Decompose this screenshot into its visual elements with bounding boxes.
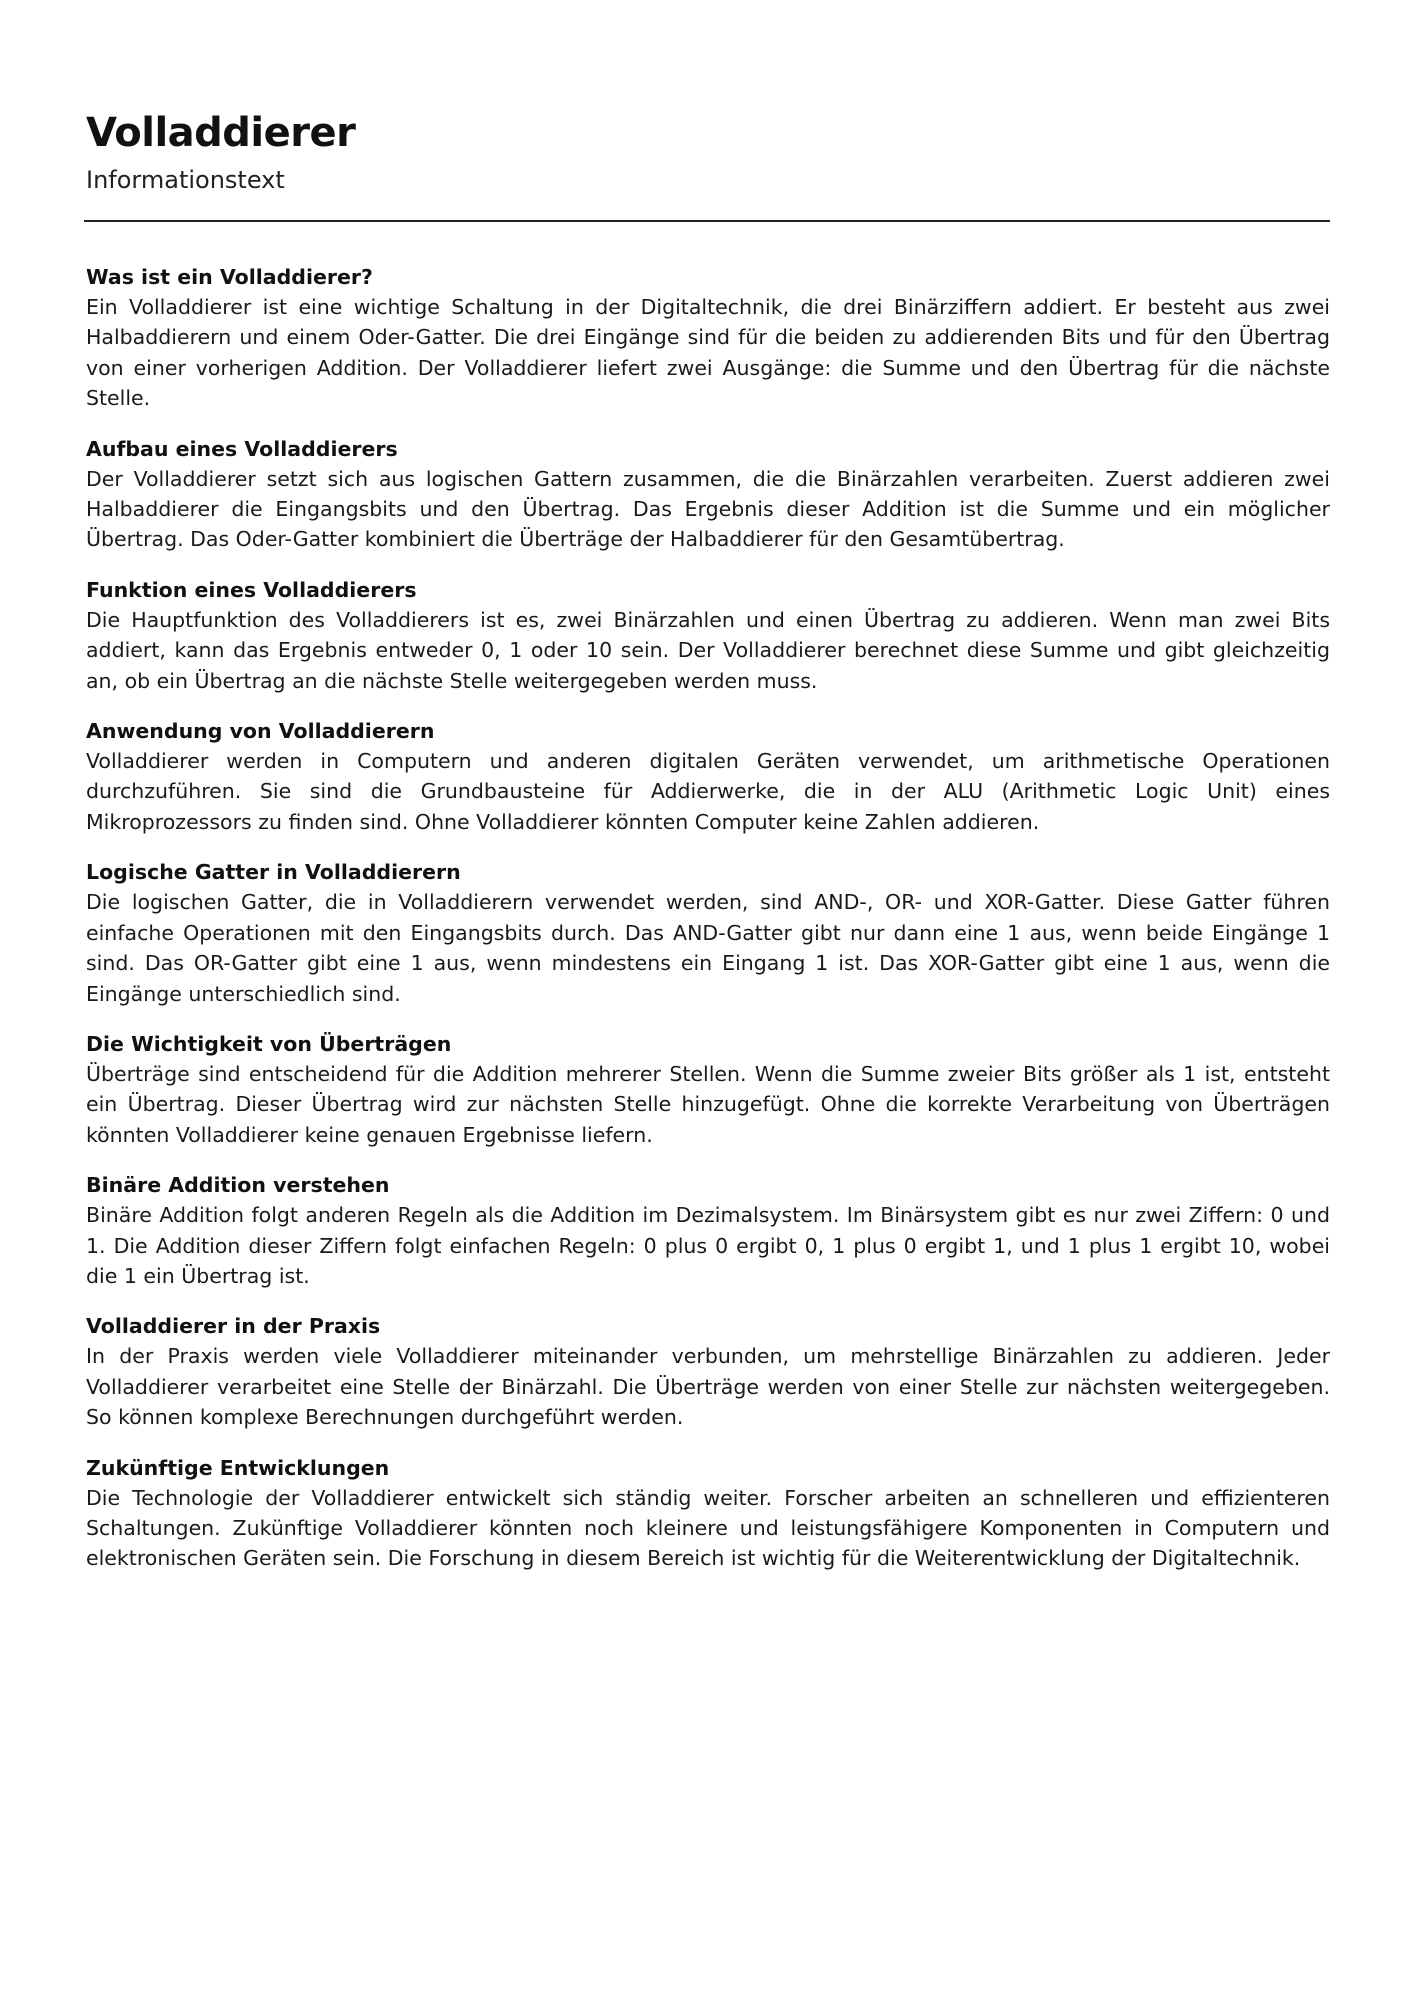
document-title: Volladdierer bbox=[86, 110, 356, 156]
section-heading: Was ist ein Volladdierer? bbox=[86, 265, 373, 289]
section-heading: Aufbau eines Volladdierers bbox=[86, 436, 398, 461]
section-heading: Anwendung von Volladdierern bbox=[86, 719, 435, 744]
section-text: Binäre Addition folgt anderen Regeln als die Addition im Dezimalsystem. Im Binärsystem gibt es nur zwei Ziffern: 0 und 1. Die Addition dieser Ziffern folgt einfachen Regeln: 0 plus 0 ergibt 0, 1 plus 0 ergibt 1, und 1 plus 1 ergibt 10, wobei die 1 ein Übertrag ist. bbox=[86, 1203, 1330, 1288]
section-heading: Zukünftige Entwicklungen bbox=[86, 1455, 390, 1480]
section-text: Die Hauptfunktion des Volladdierers ist es, zwei Binärzahlen und einen Übertrag zu addieren. Wenn man zwei Bits addiert, kann das Ergebnis entweder 0, 1 oder 10 sein. Der Volladdierer berechnet diese Summe und gibt gleichzeitig an, ob ein Übertrag an die nächste Stelle weitergegeben werden muss. bbox=[86, 607, 1330, 693]
document-subtitle: Informationstext bbox=[86, 166, 285, 194]
section-text: In der Praxis werden viele Volladdierer miteinander verbunden, um mehrstellige Binärzahlen zu addieren. Jeder Volladdierer verarbeitet eine Stelle der Binärzahl. Die Überträge werden von einer Stelle zur nächsten weitergegeben. So können komplexe Berechnungen durchgeführt werden. bbox=[86, 1344, 1330, 1430]
title-divider bbox=[84, 220, 1330, 222]
section-anwendung bbox=[86, 716, 1330, 837]
section-text: Ein Volladdierer ist eine wichtige Schaltung in der Digitaltechnik, die drei Binärziffern addiert. Er besteht aus zwei Halbaddierern und einem Oder-Gatter. Die drei Eingänge sind für die beiden zu addierenden Bits und für den Übertrag von einer vorherigen Addition. Der Volladdierer liefert zwei Ausgänge: die Summe und den Übertrag für die nächste Stelle. bbox=[86, 295, 1330, 411]
section-uebertraege bbox=[86, 1029, 1330, 1150]
section-funktion bbox=[86, 575, 1330, 696]
section-praxis bbox=[86, 1311, 1330, 1432]
section-logische-gatter bbox=[86, 857, 1330, 1009]
section-zukuenftige-entwicklungen bbox=[86, 1453, 1330, 1574]
section-text: Überträge sind entscheidend für die Addition mehrerer Stellen. Wenn die Summe zweier Bits größer als 1 ist, entsteht ein Übertrag. Dieser Übertrag wird zur nächsten Stelle hinzugefügt. Ohne die korrekte Verarbeitung von Überträgen könnten Volladdierer keine genauen Ergebnisse liefern. bbox=[86, 1061, 1330, 1147]
section-text: Der Volladdierer setzt sich aus logischen Gattern zusammen, die die Binärzahlen verarbeiten. Zuerst addieren zwei Halbaddierer die Eingangsbits und den Übertrag. Das Ergebnis dieser Addition ist die Summe und ein möglicher Übertrag. Das Oder-Gatter kombiniert die Überträge der Halbaddierer für den Gesamtübertrag. bbox=[86, 466, 1330, 552]
document-body bbox=[86, 262, 1330, 1594]
section-heading: Volladdierer in der Praxis bbox=[86, 1314, 381, 1339]
section-heading: Binäre Addition verstehen bbox=[86, 1173, 390, 1198]
section-text: Die logischen Gatter, die in Volladdierern verwendet werden, sind AND-, OR- und XOR-Gatter. Diese Gatter führen einfache Operationen mit den Eingangsbits durch. Das AND-Gatter gibt nur dann eine 1 aus, wenn beide Eingänge 1 sind. Das OR-Gatter gibt eine 1 aus, wenn mindestens ein Eingang 1 ist. Das XOR-Gatter gibt eine 1 aus, wenn die Eingänge unterschiedlich sind. bbox=[86, 890, 1330, 1006]
section-heading: Die Wichtigkeit von Überträgen bbox=[86, 1031, 452, 1056]
section-heading: Logische Gatter in Volladdierern bbox=[86, 860, 461, 885]
section-aufbau bbox=[86, 434, 1330, 555]
section-binaere-addition bbox=[86, 1170, 1330, 1291]
section-heading: Funktion eines Volladdierers bbox=[86, 577, 417, 602]
section-text: Volladdierer werden in Computern und anderen digitalen Geräten verwendet, um arithmetische Operationen durchzuführen. Sie sind die Grundbausteine für Addierwerke, die in der ALU (Arithmetic Logic Unit) eines Mikroprozessors zu finden sind. Ohne Volladdierer könnten Computer keine Zahlen addieren. bbox=[86, 749, 1330, 834]
section-was-ist-ein-volladdierer bbox=[86, 262, 1330, 414]
section-text: Die Technologie der Volladdierer entwickelt sich ständig weiter. Forscher arbeiten an schnelleren und effizienteren Schaltungen. Zukünftige Volladdierer könnten noch kleinere und leistungsfähigere Komponenten in Computern und elektronischen Geräten sein. Die Forschung in diesem Bereich ist wichtig für die Weiterentwicklung der Digitaltechnik. bbox=[86, 1485, 1330, 1571]
